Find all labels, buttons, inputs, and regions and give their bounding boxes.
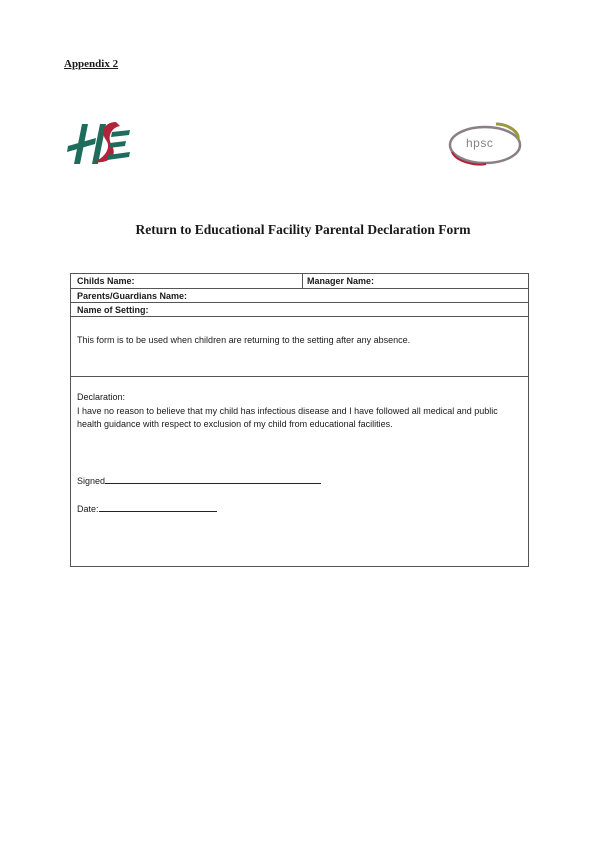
declaration-heading: Declaration: bbox=[77, 392, 126, 402]
hpsc-logo-text: hpsc bbox=[466, 136, 494, 150]
hse-logo bbox=[64, 114, 134, 174]
declaration-form bbox=[70, 273, 529, 567]
intro-row bbox=[71, 317, 528, 377]
appendix-label: Appendix 2 bbox=[64, 58, 119, 70]
column-divider bbox=[302, 274, 303, 289]
manager-name-label: Manager Name: bbox=[307, 276, 375, 286]
form-title: Return to Educational Facility Parental Declaration Form bbox=[135, 222, 471, 237]
childs-name-row bbox=[71, 274, 528, 289]
setting-name-label: Name of Setting: bbox=[77, 305, 149, 315]
parents-name-label: Parents/Guardians Name: bbox=[77, 291, 188, 301]
date-label: Date: bbox=[77, 504, 99, 514]
setting-name-row bbox=[71, 303, 528, 317]
signed-field[interactable] bbox=[77, 475, 321, 486]
date-field[interactable] bbox=[77, 503, 217, 514]
declaration-row bbox=[71, 377, 528, 567]
signed-label: Signed bbox=[77, 476, 106, 486]
date-line[interactable] bbox=[99, 503, 217, 512]
signature-line[interactable] bbox=[105, 475, 321, 484]
childs-name-label: Childs Name: bbox=[77, 276, 135, 286]
parents-name-row bbox=[71, 289, 528, 303]
intro-text: This form is to be used when children are returning to the setting after any absence. bbox=[77, 335, 411, 345]
declaration-text: I have no reason to believe that my child has infectious disease and I have followed all medical and public health guidance with respect to exclusion of my child from educational facilities. bbox=[77, 406, 498, 429]
